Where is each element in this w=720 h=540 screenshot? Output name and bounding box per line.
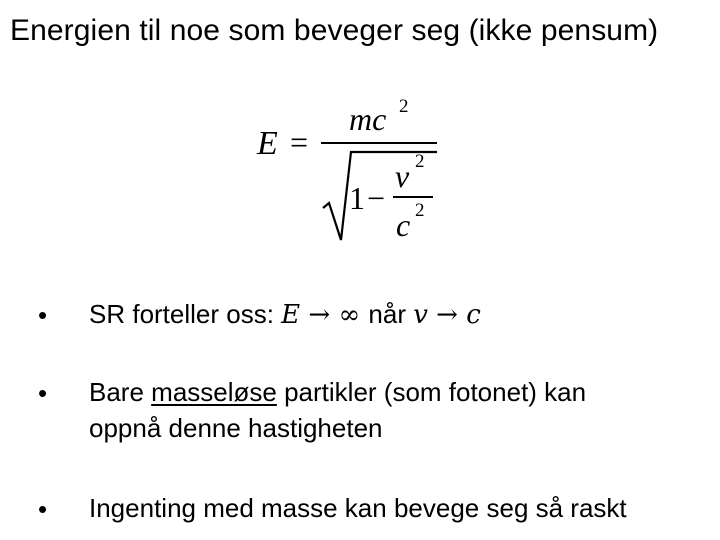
bullet-massless-after: partikler (som fotonet) kan [276,377,587,407]
formula-radicand-one: 1 [349,180,365,216]
bullet-marker: • [38,494,48,524]
formula-inner-numerator-exponent: 2 [415,151,425,172]
bullet-sr-when: når [368,299,414,329]
bullet-item-massless [89,374,586,446]
bullet-sr-velocity-symbol: v [413,300,428,330]
bullet-massless-before: Bare [89,377,152,407]
bullet-sr-light-speed-symbol: c [466,300,481,330]
formula-minus: − [367,180,386,216]
bullet-item-nothing-with-mass: Ingenting med masse kan bevege seg så raskt [89,493,627,523]
formula-numerator: mc [349,101,387,137]
bullet-sr-prefix: SR forteller oss: [89,299,282,329]
bullet-massless-line2: oppnå denne hastigheten [89,413,383,443]
bullet-marker: • [38,300,48,330]
bullet-marker: • [38,378,48,408]
bullet-sr-arrow: → [427,300,467,330]
formula-numerator-exponent: 2 [399,96,409,117]
formula-inner-denominator-exponent: 2 [415,200,425,221]
slide-title: Energien til noe som beveger seg (ikke pensum) [10,14,659,47]
formula-inner-denominator: c [396,207,411,243]
bullet-massless-underlined: masseløse [151,377,277,407]
formula-lhs: E [257,125,278,162]
bullet-item-sr [89,296,481,333]
formula-equals: = [290,124,309,160]
bullet-sr-energy-symbol: E [281,300,301,330]
bullet-sr-arrow-infinity: → ∞ [300,300,369,330]
formula-inner-numerator: v [395,158,410,194]
